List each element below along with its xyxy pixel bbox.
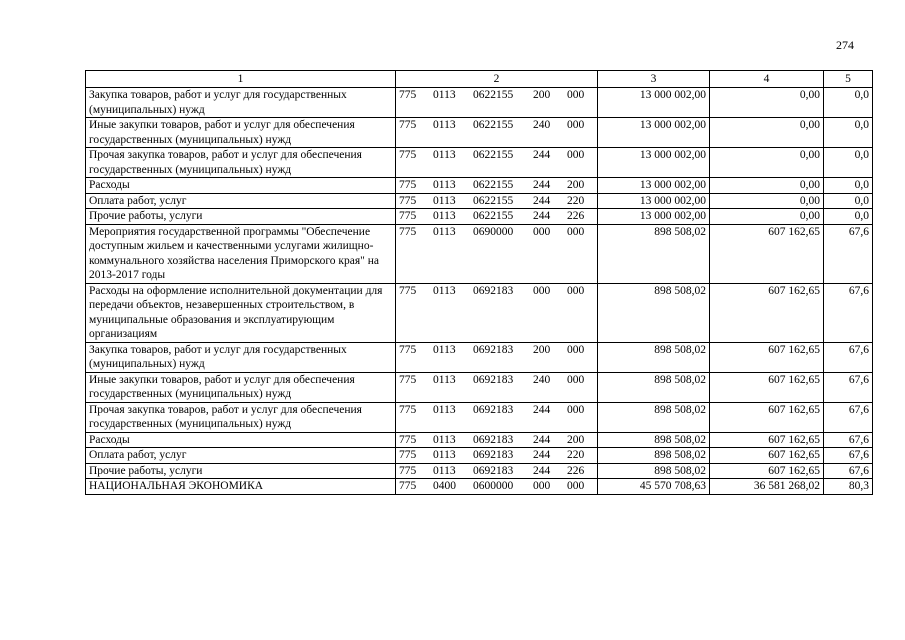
- execution-percent: 67,6: [824, 283, 873, 342]
- row-name: Расходы: [86, 432, 396, 448]
- row-name: Оплата работ, услуг: [86, 193, 396, 209]
- code-ved: 775: [399, 119, 417, 131]
- row-codes: [396, 148, 598, 178]
- code-kosgu: 000: [567, 343, 585, 356]
- amount-executed: 607 162,65: [710, 224, 824, 283]
- row-codes: [396, 178, 598, 194]
- row-codes: [396, 342, 598, 372]
- row-codes: [396, 479, 598, 495]
- amount-planned: 13 000 002,00: [598, 88, 710, 118]
- table-row: [86, 372, 873, 402]
- column-header: 4: [710, 71, 824, 88]
- code-section: 0113: [433, 433, 456, 446]
- code-target: 0692183: [473, 433, 514, 446]
- row-name: Прочие работы, услуги: [86, 463, 396, 479]
- amount-executed: 607 162,65: [710, 372, 824, 402]
- execution-percent: 0,0: [824, 178, 873, 194]
- code-target: 0692183: [473, 449, 514, 461]
- table-row: [86, 283, 873, 342]
- code-expense-type: 000: [533, 225, 551, 238]
- row-name: Оплата работ, услуг: [86, 448, 396, 464]
- row-name: Прочая закупка товаров, работ и услуг для обеспечения государственных (муниципальных) нужд: [86, 148, 396, 178]
- code-ved: 775: [399, 449, 417, 461]
- execution-percent: 80,3: [824, 479, 873, 495]
- code-ved: 775: [399, 194, 417, 207]
- row-name: Закупка товаров, работ и услуг для государственных (муниципальных) нужд: [86, 88, 396, 118]
- row-codes: [396, 402, 598, 432]
- code-ved: 775: [399, 89, 417, 101]
- code-target: 0600000: [473, 480, 514, 492]
- code-target: 0622155: [473, 179, 514, 191]
- code-kosgu: 220: [567, 449, 585, 461]
- amount-executed: 607 162,65: [710, 448, 824, 464]
- table-row: [86, 178, 873, 194]
- row-name: Прочие работы, услуги: [86, 209, 396, 225]
- execution-percent: 67,6: [824, 224, 873, 283]
- table-row: [86, 224, 873, 283]
- row-name: Прочая закупка товаров, работ и услуг для обеспечения государственных (муниципальных) нужд: [86, 402, 396, 432]
- row-codes: [396, 448, 598, 464]
- execution-percent: 67,6: [824, 372, 873, 402]
- code-expense-type: 244: [533, 403, 551, 416]
- code-target: 0692183: [473, 403, 514, 416]
- row-codes: [396, 88, 598, 118]
- code-target: 0692183: [473, 373, 514, 386]
- budget-table: [85, 70, 873, 495]
- execution-percent: 0,0: [824, 118, 873, 148]
- amount-executed: 0,00: [710, 193, 824, 209]
- code-kosgu: 226: [567, 464, 585, 477]
- row-codes: [396, 463, 598, 479]
- amount-planned: 13 000 002,00: [598, 209, 710, 225]
- amount-planned: 898 508,02: [598, 224, 710, 283]
- table-row: [86, 402, 873, 432]
- code-kosgu: 000: [567, 149, 585, 161]
- code-ved: 775: [399, 179, 417, 191]
- code-expense-type: 244: [533, 210, 551, 222]
- row-name: НАЦИОНАЛЬНАЯ ЭКОНОМИКА: [86, 479, 396, 495]
- amount-executed: 607 162,65: [710, 463, 824, 479]
- amount-executed: 607 162,65: [710, 283, 824, 342]
- amount-executed: 0,00: [710, 148, 824, 178]
- table-row: [86, 148, 873, 178]
- amount-planned: 898 508,02: [598, 463, 710, 479]
- code-ved: 775: [399, 373, 417, 386]
- code-expense-type: 200: [533, 89, 551, 101]
- code-ved: 775: [399, 464, 417, 477]
- code-target: 0622155: [473, 194, 514, 207]
- code-kosgu: 200: [567, 179, 585, 191]
- amount-planned: 13 000 002,00: [598, 193, 710, 209]
- execution-percent: 67,6: [824, 463, 873, 479]
- code-kosgu: 000: [567, 403, 585, 416]
- code-target: 0692183: [473, 464, 514, 477]
- code-kosgu: 000: [567, 480, 585, 492]
- table-row: [86, 432, 873, 448]
- header-row: [86, 71, 873, 88]
- column-header: 5: [824, 71, 873, 88]
- code-kosgu: 000: [567, 89, 585, 101]
- table-row: [86, 342, 873, 372]
- code-section: 0113: [433, 284, 456, 297]
- amount-planned: 898 508,02: [598, 402, 710, 432]
- execution-percent: 0,0: [824, 88, 873, 118]
- amount-executed: 0,00: [710, 209, 824, 225]
- row-codes: [396, 193, 598, 209]
- amount-planned: 898 508,02: [598, 372, 710, 402]
- row-codes: [396, 372, 598, 402]
- code-target: 0622155: [473, 89, 514, 101]
- table-row: [86, 118, 873, 148]
- table-row: [86, 479, 873, 495]
- row-name: Расходы на оформление исполнительной документации для передачи объектов, незавершенных строительством, в муниципальные образования и эксплуатирующим организациям: [86, 283, 396, 342]
- code-section: 0113: [433, 449, 456, 461]
- code-kosgu: 200: [567, 433, 585, 446]
- code-ved: 775: [399, 343, 417, 356]
- code-expense-type: 244: [533, 449, 551, 461]
- execution-percent: 0,0: [824, 193, 873, 209]
- row-codes: [396, 283, 598, 342]
- table-row: [86, 88, 873, 118]
- code-section: 0400: [433, 480, 456, 492]
- code-ved: 775: [399, 210, 417, 222]
- code-expense-type: 244: [533, 194, 551, 207]
- code-ved: 775: [399, 403, 417, 416]
- table-row: [86, 463, 873, 479]
- code-target: 0692183: [473, 343, 514, 356]
- amount-planned: 13 000 002,00: [598, 178, 710, 194]
- code-expense-type: 244: [533, 179, 551, 191]
- code-section: 0113: [433, 210, 456, 222]
- column-header: 3: [598, 71, 710, 88]
- table-row: [86, 448, 873, 464]
- code-section: 0113: [433, 119, 456, 131]
- code-kosgu: 000: [567, 373, 585, 386]
- execution-percent: 67,6: [824, 402, 873, 432]
- row-name: Расходы: [86, 178, 396, 194]
- code-target: 0690000: [473, 225, 514, 238]
- code-target: 0622155: [473, 149, 514, 161]
- amount-executed: 607 162,65: [710, 342, 824, 372]
- amount-planned: 13 000 002,00: [598, 118, 710, 148]
- code-expense-type: 240: [533, 119, 551, 131]
- code-section: 0113: [433, 373, 456, 386]
- code-ved: 775: [399, 433, 417, 446]
- row-codes: [396, 209, 598, 225]
- code-ved: 775: [399, 149, 417, 161]
- row-name: Иные закупки товаров, работ и услуг для обеспечения государственных (муниципальных) нужд: [86, 372, 396, 402]
- code-expense-type: 244: [533, 433, 551, 446]
- table-row: [86, 209, 873, 225]
- page-number: 274: [836, 38, 854, 52]
- code-section: 0113: [433, 194, 456, 207]
- execution-percent: 67,6: [824, 448, 873, 464]
- code-kosgu: 226: [567, 210, 585, 222]
- code-target: 0622155: [473, 210, 514, 222]
- code-kosgu: 000: [567, 119, 585, 131]
- execution-percent: 0,0: [824, 148, 873, 178]
- code-section: 0113: [433, 149, 456, 161]
- amount-executed: 0,00: [710, 88, 824, 118]
- code-section: 0113: [433, 225, 456, 238]
- execution-percent: 67,6: [824, 432, 873, 448]
- row-codes: [396, 432, 598, 448]
- amount-executed: 0,00: [710, 178, 824, 194]
- code-kosgu: 220: [567, 194, 585, 207]
- code-expense-type: 200: [533, 343, 551, 356]
- row-name: Иные закупки товаров, работ и услуг для обеспечения государственных (муниципальных) нужд: [86, 118, 396, 148]
- amount-planned: 45 570 708,63: [598, 479, 710, 495]
- amount-planned: 13 000 002,00: [598, 148, 710, 178]
- amount-executed: 607 162,65: [710, 432, 824, 448]
- row-name: Мероприятия государственной программы "Обеспечение доступным жильем и качественными услугами жилищно-коммунального хозяйства населения Приморского края" на 2013-2017 годы: [86, 224, 396, 283]
- amount-executed: 607 162,65: [710, 402, 824, 432]
- code-ved: 775: [399, 284, 417, 297]
- code-ved: 775: [399, 480, 417, 492]
- code-target: 0622155: [473, 119, 514, 131]
- code-section: 0113: [433, 464, 456, 477]
- code-section: 0113: [433, 89, 456, 101]
- code-expense-type: 000: [533, 480, 551, 492]
- row-name: Закупка товаров, работ и услуг для государственных (муниципальных) нужд: [86, 342, 396, 372]
- amount-executed: 36 581 268,02: [710, 479, 824, 495]
- execution-percent: 0,0: [824, 209, 873, 225]
- column-header: 2: [396, 71, 598, 88]
- code-expense-type: 244: [533, 149, 551, 161]
- code-kosgu: 000: [567, 284, 585, 297]
- amount-planned: 898 508,02: [598, 432, 710, 448]
- code-section: 0113: [433, 403, 456, 416]
- code-expense-type: 244: [533, 464, 551, 477]
- column-header: 1: [86, 71, 396, 88]
- table-row: [86, 193, 873, 209]
- row-codes: [396, 118, 598, 148]
- amount-executed: 0,00: [710, 118, 824, 148]
- code-kosgu: 000: [567, 225, 585, 238]
- code-expense-type: 240: [533, 373, 551, 386]
- amount-planned: 898 508,02: [598, 448, 710, 464]
- code-expense-type: 000: [533, 284, 551, 297]
- code-section: 0113: [433, 179, 456, 191]
- amount-planned: 898 508,02: [598, 342, 710, 372]
- amount-planned: 898 508,02: [598, 283, 710, 342]
- code-target: 0692183: [473, 284, 514, 297]
- code-ved: 775: [399, 225, 417, 238]
- code-section: 0113: [433, 343, 456, 356]
- execution-percent: 67,6: [824, 342, 873, 372]
- row-codes: [396, 224, 598, 283]
